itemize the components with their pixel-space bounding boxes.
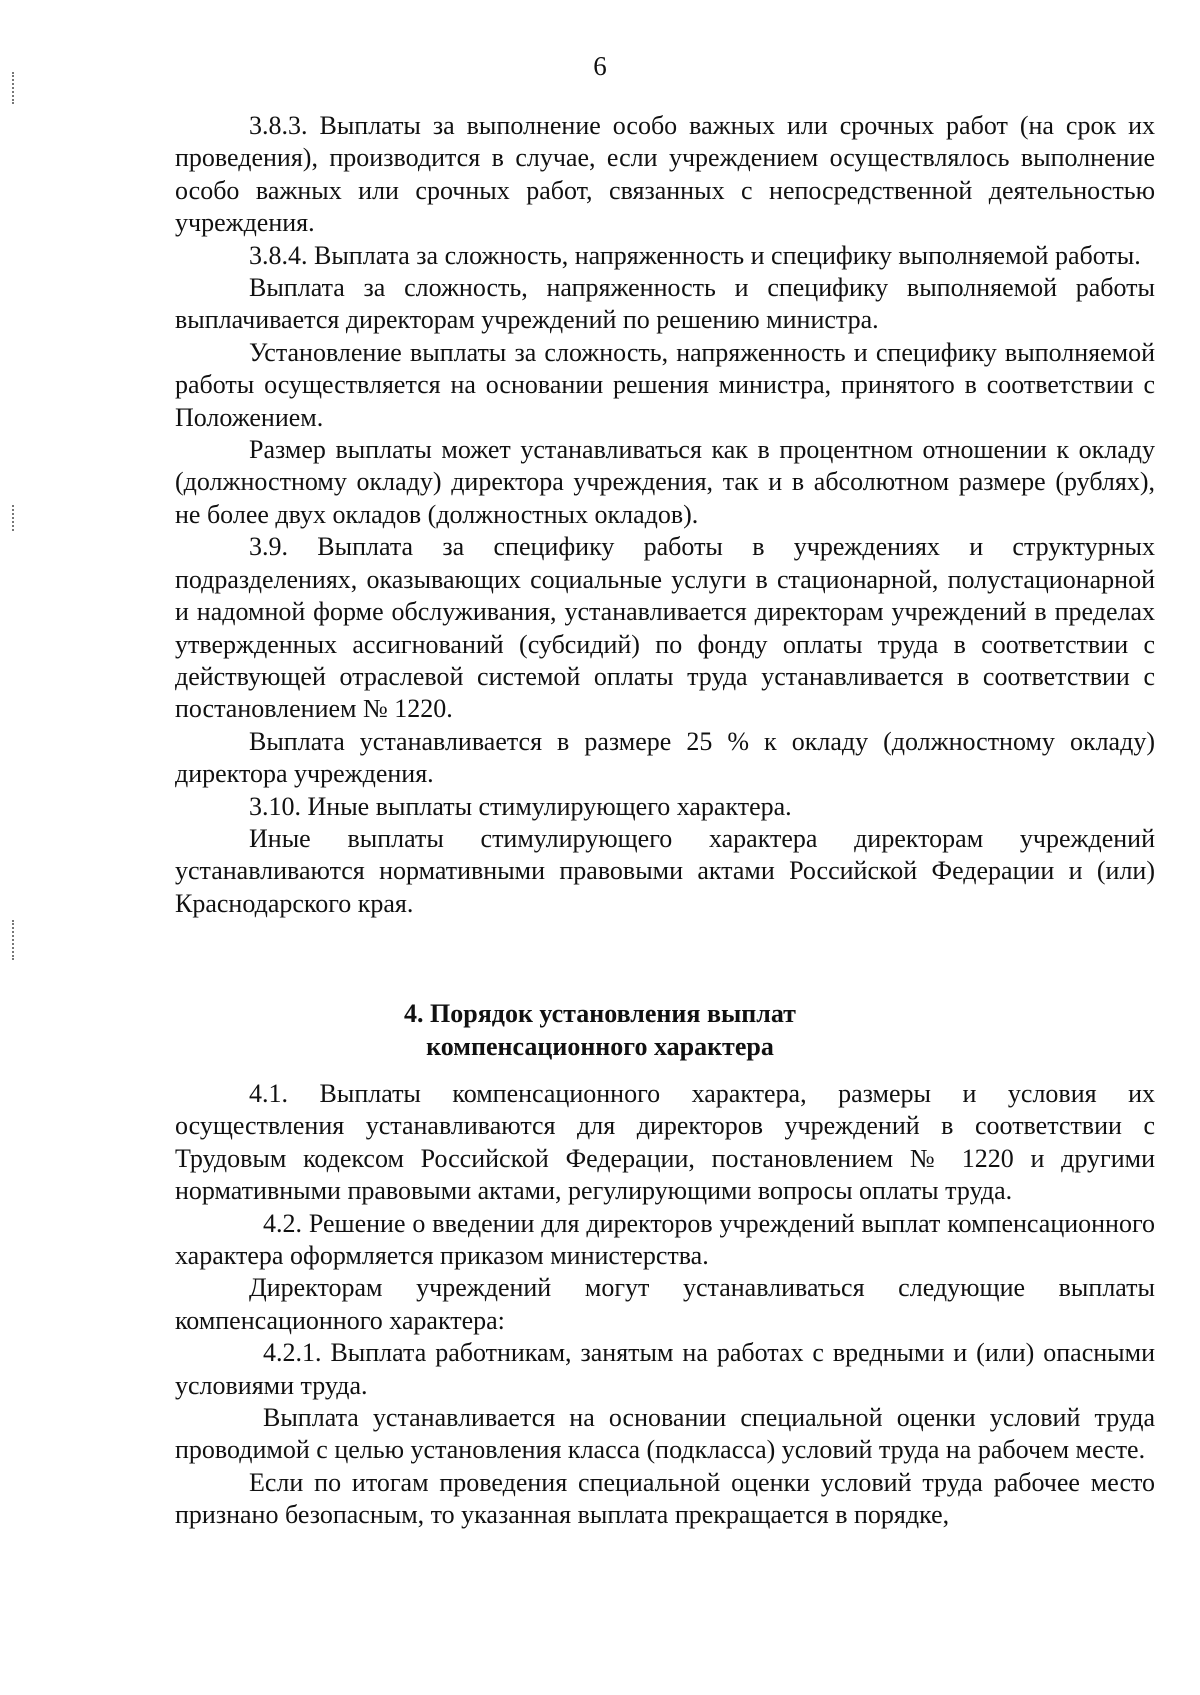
paragraph-4-1: 4.1. Выплаты компенсационного характера, размеры и условия их осуществления устанавливаются для директоров учреждений в соответствии с Трудовым кодексом Российской Федерации, постановлением № 1220 и другими нормативными правовыми актами, регулирующими вопросы оплаты труда. (175, 1079, 1155, 1206)
section-heading-line-2: компенсационного характера (426, 1032, 774, 1061)
paragraph-safe-workplace: Если по итогам проведения специальной оценки условий труда рабочее место признано безопасным, то указанная выплата прекращается в порядке, (175, 1467, 1155, 1530)
paragraph-payment-size: Размер выплаты может устанавливаться как в процентном отношении к окладу (должностному окладу) директора учреждения, так и в абсолютном размере (рублях), не более двух окладов (должностных окладов). (175, 435, 1155, 529)
paragraph-4-2-1: 4.2.1. Выплата работникам, занятым на работах с вредными и (или) опасными условиями труда. (175, 1338, 1155, 1400)
section-heading (0, 997, 1200, 1063)
paragraph-3-8-4: 3.8.4. Выплата за сложность, напряженность и специфику выполняемой работы. (249, 240, 1141, 270)
top-text-block (175, 110, 1155, 920)
paragraph-payment-25-percent: Выплата устанавливается в размере 25 % к окладу (должностному окладу) директора учреждения. (175, 726, 1155, 789)
section-heading-line-1: 4. Порядок установления выплат (404, 999, 796, 1028)
paragraph-3-9: 3.9. Выплата за специфику работы в учреждениях и структурных подразделениях, оказывающих социальные услуги в стационарной, полустационарной и надомной форме обслуживания, устанавливается директорам учреждений в пределах утвержденных ассигнований (субсидий) по фонду оплаты труда в соответствии с действующей отраслевой системой оплаты труда устанавливается в соответствии с постановлением № 1220. (175, 532, 1155, 724)
page-number: 6 (593, 51, 607, 81)
paragraph-3-10: 3.10. Иные выплаты стимулирующего характера. (249, 791, 792, 821)
paragraph-3-8-3: 3.8.3. Выплаты за выполнение особо важных или срочных работ (на срок их проведения), производится в случае, если учреждением осуществлялось выполнение особо важных или срочных работ, связанных с непосредственной деятельностью учреждения. (175, 111, 1155, 238)
section-text-block (175, 1078, 1155, 1532)
paragraph-following-payments: Директорам учреждений могут устанавливаться следующие выплаты компенсационного характера: (175, 1273, 1155, 1335)
paragraph-payment-by-minister: Выплата за сложность, напряженность и специфику выполняемой работы выплачивается директорам учреждений по решению министра. (175, 273, 1155, 335)
paragraph-payment-establishment: Установление выплаты за сложность, напряженность и специфику выполняемой работы осуществляется на основании решения министра, принятого в соответствии с Положением. (175, 337, 1155, 432)
paragraph-special-assessment: Выплата устанавливается на основании специальной оценки условий труда проводимой с целью установления класса (подкласса) условий труда на рабочем месте. (175, 1403, 1155, 1465)
paragraph-other-payments: Иные выплаты стимулирующего характера директорам учреждений устанавливаются нормативными правовыми актами Российской Федерации и (или) Краснодарского края. (175, 823, 1155, 918)
margin-mark (12, 505, 14, 531)
margin-mark (12, 920, 14, 960)
paragraph-4-2: 4.2. Решение о введении для директоров учреждений выплат компенсационного характера оформляется приказом министерства. (175, 1208, 1155, 1271)
